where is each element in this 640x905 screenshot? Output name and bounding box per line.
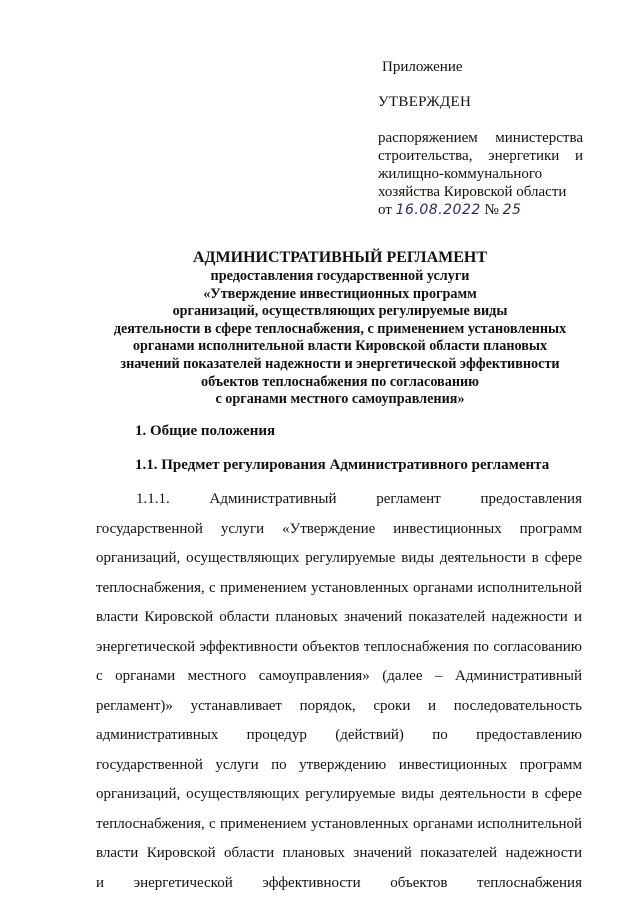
approval-block bbox=[378, 58, 583, 220]
title-line: объектов теплоснабжения по согласованию bbox=[200, 373, 480, 390]
approval-date-line bbox=[378, 201, 583, 220]
handwritten-number: 25 bbox=[502, 202, 522, 218]
paragraph-line: государственной услуги «Утверждение инвестиционных программ bbox=[96, 520, 582, 537]
paragraph-line: власти Кировской области плановых значений показателей надежности bbox=[96, 845, 582, 861]
title-main: АДМИНИСТРАТИВНЫЙ РЕГЛАМЕНТ bbox=[192, 249, 488, 266]
handwritten-date: 16.08.2022 bbox=[395, 202, 481, 218]
paragraph-line: регламент)» устанавливает порядок, сроки и последовательность bbox=[96, 697, 582, 714]
appendix-label: Приложение bbox=[382, 59, 463, 75]
approval-order-line: строительства, энергетики и bbox=[378, 148, 583, 164]
approval-order-line: распоряжением министерства bbox=[378, 130, 583, 146]
date-prefix: от bbox=[378, 202, 392, 218]
paragraph-line: теплоснабжения, с применением установленных органами исполнительной bbox=[96, 579, 582, 596]
paragraph-line: административных процедур (действий) по предоставлению bbox=[96, 727, 582, 743]
number-sign: № bbox=[484, 202, 499, 218]
paragraph-line: 1.1.1. Административный регламент предоставления bbox=[136, 491, 582, 507]
subsection-heading: 1.1. Предмет регулирования Административного регламента bbox=[135, 457, 550, 473]
title-line: значений показателей надежности и энергетической эффективности bbox=[120, 355, 560, 372]
paragraph-1-1-1 bbox=[96, 489, 582, 902]
title-line: с органами местного самоуправления» bbox=[215, 391, 465, 408]
title-line: предоставления государственной услуги bbox=[210, 268, 470, 284]
approval-order bbox=[378, 129, 583, 220]
paragraph-line: энергетической эффективности объектов теплоснабжения по согласованию bbox=[96, 638, 582, 655]
paragraph-line: власти Кировской области плановых значений показателей надежности и bbox=[96, 609, 582, 625]
paragraph-line: организаций, осуществляющих регулируемые виды деятельности в сфере bbox=[96, 786, 582, 802]
approval-order-line: жилищно-коммунального bbox=[378, 166, 543, 182]
title-line: «Утверждение инвестиционных программ bbox=[203, 285, 477, 302]
paragraph-line: организаций, осуществляющих регулируемые виды деятельности в сфере bbox=[96, 550, 582, 566]
approval-order-line: хозяйства Кировской области bbox=[378, 184, 567, 200]
document-title bbox=[60, 248, 620, 409]
section-heading: 1. Общие положения bbox=[135, 423, 276, 439]
paragraph-line: государственной услуги по утверждению инвестиционных программ bbox=[96, 756, 582, 773]
title-line: органами исполнительной власти Кировской области плановых bbox=[132, 338, 548, 355]
paragraph-line: теплоснабжения, с применением установленных органами исполнительной bbox=[96, 815, 582, 832]
paragraph-line: с органами местного самоуправления» (далее – Административный bbox=[96, 668, 582, 684]
title-line: деятельности в сфере теплоснабжения, с применением установленных bbox=[113, 320, 567, 337]
approved-label: УТВЕРЖДЕН bbox=[378, 94, 472, 110]
paragraph-line: и энергетической эффективности объектов теплоснабжения bbox=[96, 874, 582, 891]
title-line: организаций, осуществляющих регулируемые виды bbox=[172, 303, 508, 320]
